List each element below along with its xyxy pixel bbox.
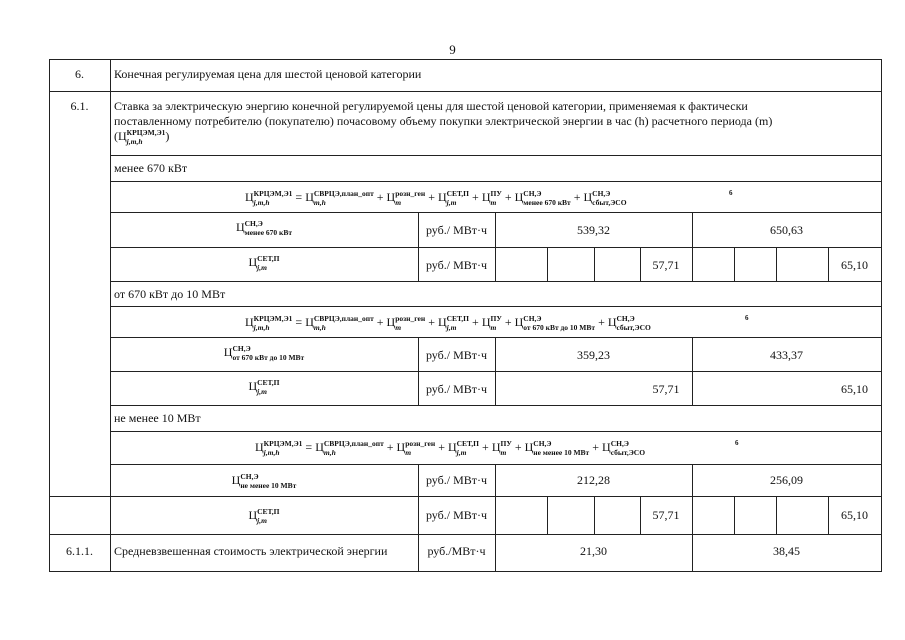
value-cell: 539,32 bbox=[577, 223, 610, 237]
row-sn-symbol-3: Ц СН,Э не менее 10 МВт bbox=[231, 472, 297, 490]
section-6-1-symbol: (Ц КРЦЭМ,Э1 j,m,h ) bbox=[114, 128, 170, 146]
row-number-6-1: 6.1. bbox=[70, 99, 89, 113]
footnote-marker-2: 6 bbox=[745, 314, 749, 322]
row-set-symbol-1: Ц СЕТ,П j,m bbox=[248, 254, 280, 272]
section-6-title: Конечная регулируемая цена для шестой ценовой категории bbox=[114, 67, 422, 81]
unit-cell: руб./ МВт·ч bbox=[425, 508, 488, 522]
formula-2: Ц КРЦЭМ,Э1 j,m,h = Ц СВРЦЭ,план_опт m,h + Ц розн_ген m + Ц СЕТ,П j,m + Ц ПУ m + Ц СН,Э от 670 кВт до 10 МВт + Ц СН,Э сбыт,ЭСО bbox=[245, 314, 651, 332]
unit-cell: руб./ МВт·ч bbox=[425, 382, 488, 396]
formula-3: Ц КРЦЭМ,Э1 j,m,h = Ц СВРЦЭ,план_опт m,h + Ц розн_ген m + Ц СЕТ,П j,m + Ц ПУ m + Ц СН,Э не менее 10 МВт + Ц СН,Э сбыт,ЭСО bbox=[255, 439, 646, 457]
value-cell: 212,28 bbox=[577, 473, 610, 487]
unit-cell: руб./ МВт·ч bbox=[425, 473, 488, 487]
row-set-symbol-3: Ц СЕТ,П j,m bbox=[248, 507, 280, 525]
row-set-symbol-2: Ц СЕТ,П j,m bbox=[248, 378, 280, 396]
row-number-6-1-1: 6.1.1. bbox=[66, 544, 93, 558]
section-6-1-desc-line1: Ставка за электрическую энергию конечной регулируемой цены для шестой ценовой категории, применяемая к фактически bbox=[114, 99, 748, 113]
section-6-1-desc-line2: поставленному потребителю (покупателю) почасовому объему покупки электрической энергии в час (h) расчетного периода (m) bbox=[114, 114, 773, 128]
formula-1: Ц КРЦЭМ,Э1 j,m,h = Ц СВРЦЭ,план_опт m,h + Ц розн_ген m + Ц СЕТ,П j,m + Ц ПУ m + Ц СН,Э менее 670 кВт + Ц СН,Э сбыт,ЭСО bbox=[245, 189, 627, 207]
section-6-1-1-title: Средневзвешенная стоимость электрической энергии bbox=[114, 544, 388, 558]
value-cell: 433,37 bbox=[770, 348, 803, 362]
value-cell: 57,71 bbox=[652, 258, 680, 272]
unit-cell: руб./ МВт·ч bbox=[425, 258, 488, 272]
value-cell: 65,10 bbox=[841, 508, 868, 522]
value-cell: 65,10 bbox=[841, 258, 868, 272]
value-cell: 650,63 bbox=[770, 223, 803, 237]
row-number-6: 6. bbox=[75, 67, 84, 81]
unit-cell: руб./ МВт·ч bbox=[425, 348, 488, 362]
group-label-2: от 670 кВт до 10 МВт bbox=[114, 287, 226, 301]
value-cell: 256,09 bbox=[770, 473, 803, 487]
row-sn-symbol-1: Ц СН,Э менее 670 кВт bbox=[235, 219, 293, 237]
value-cell: 57,71 bbox=[652, 508, 680, 522]
value-cell: 21,30 bbox=[580, 544, 607, 558]
unit-cell: руб./ МВт·ч bbox=[425, 223, 488, 237]
group-label-3: не менее 10 МВт bbox=[114, 411, 201, 425]
value-cell: 65,10 bbox=[841, 382, 868, 396]
group-label-1: менее 670 кВт bbox=[114, 161, 188, 175]
row-sn-symbol-2: Ц СН,Э от 670 кВт до 10 МВт bbox=[223, 344, 305, 362]
value-cell: 57,71 bbox=[652, 382, 680, 396]
value-cell: 359,23 bbox=[577, 348, 610, 362]
value-cell: 38,45 bbox=[773, 544, 800, 558]
page-number: 9 bbox=[449, 42, 456, 57]
footnote-marker-3: 6 bbox=[735, 439, 739, 447]
footnote-marker-1: 6 bbox=[729, 189, 733, 197]
unit-cell: руб./МВт·ч bbox=[427, 544, 486, 558]
